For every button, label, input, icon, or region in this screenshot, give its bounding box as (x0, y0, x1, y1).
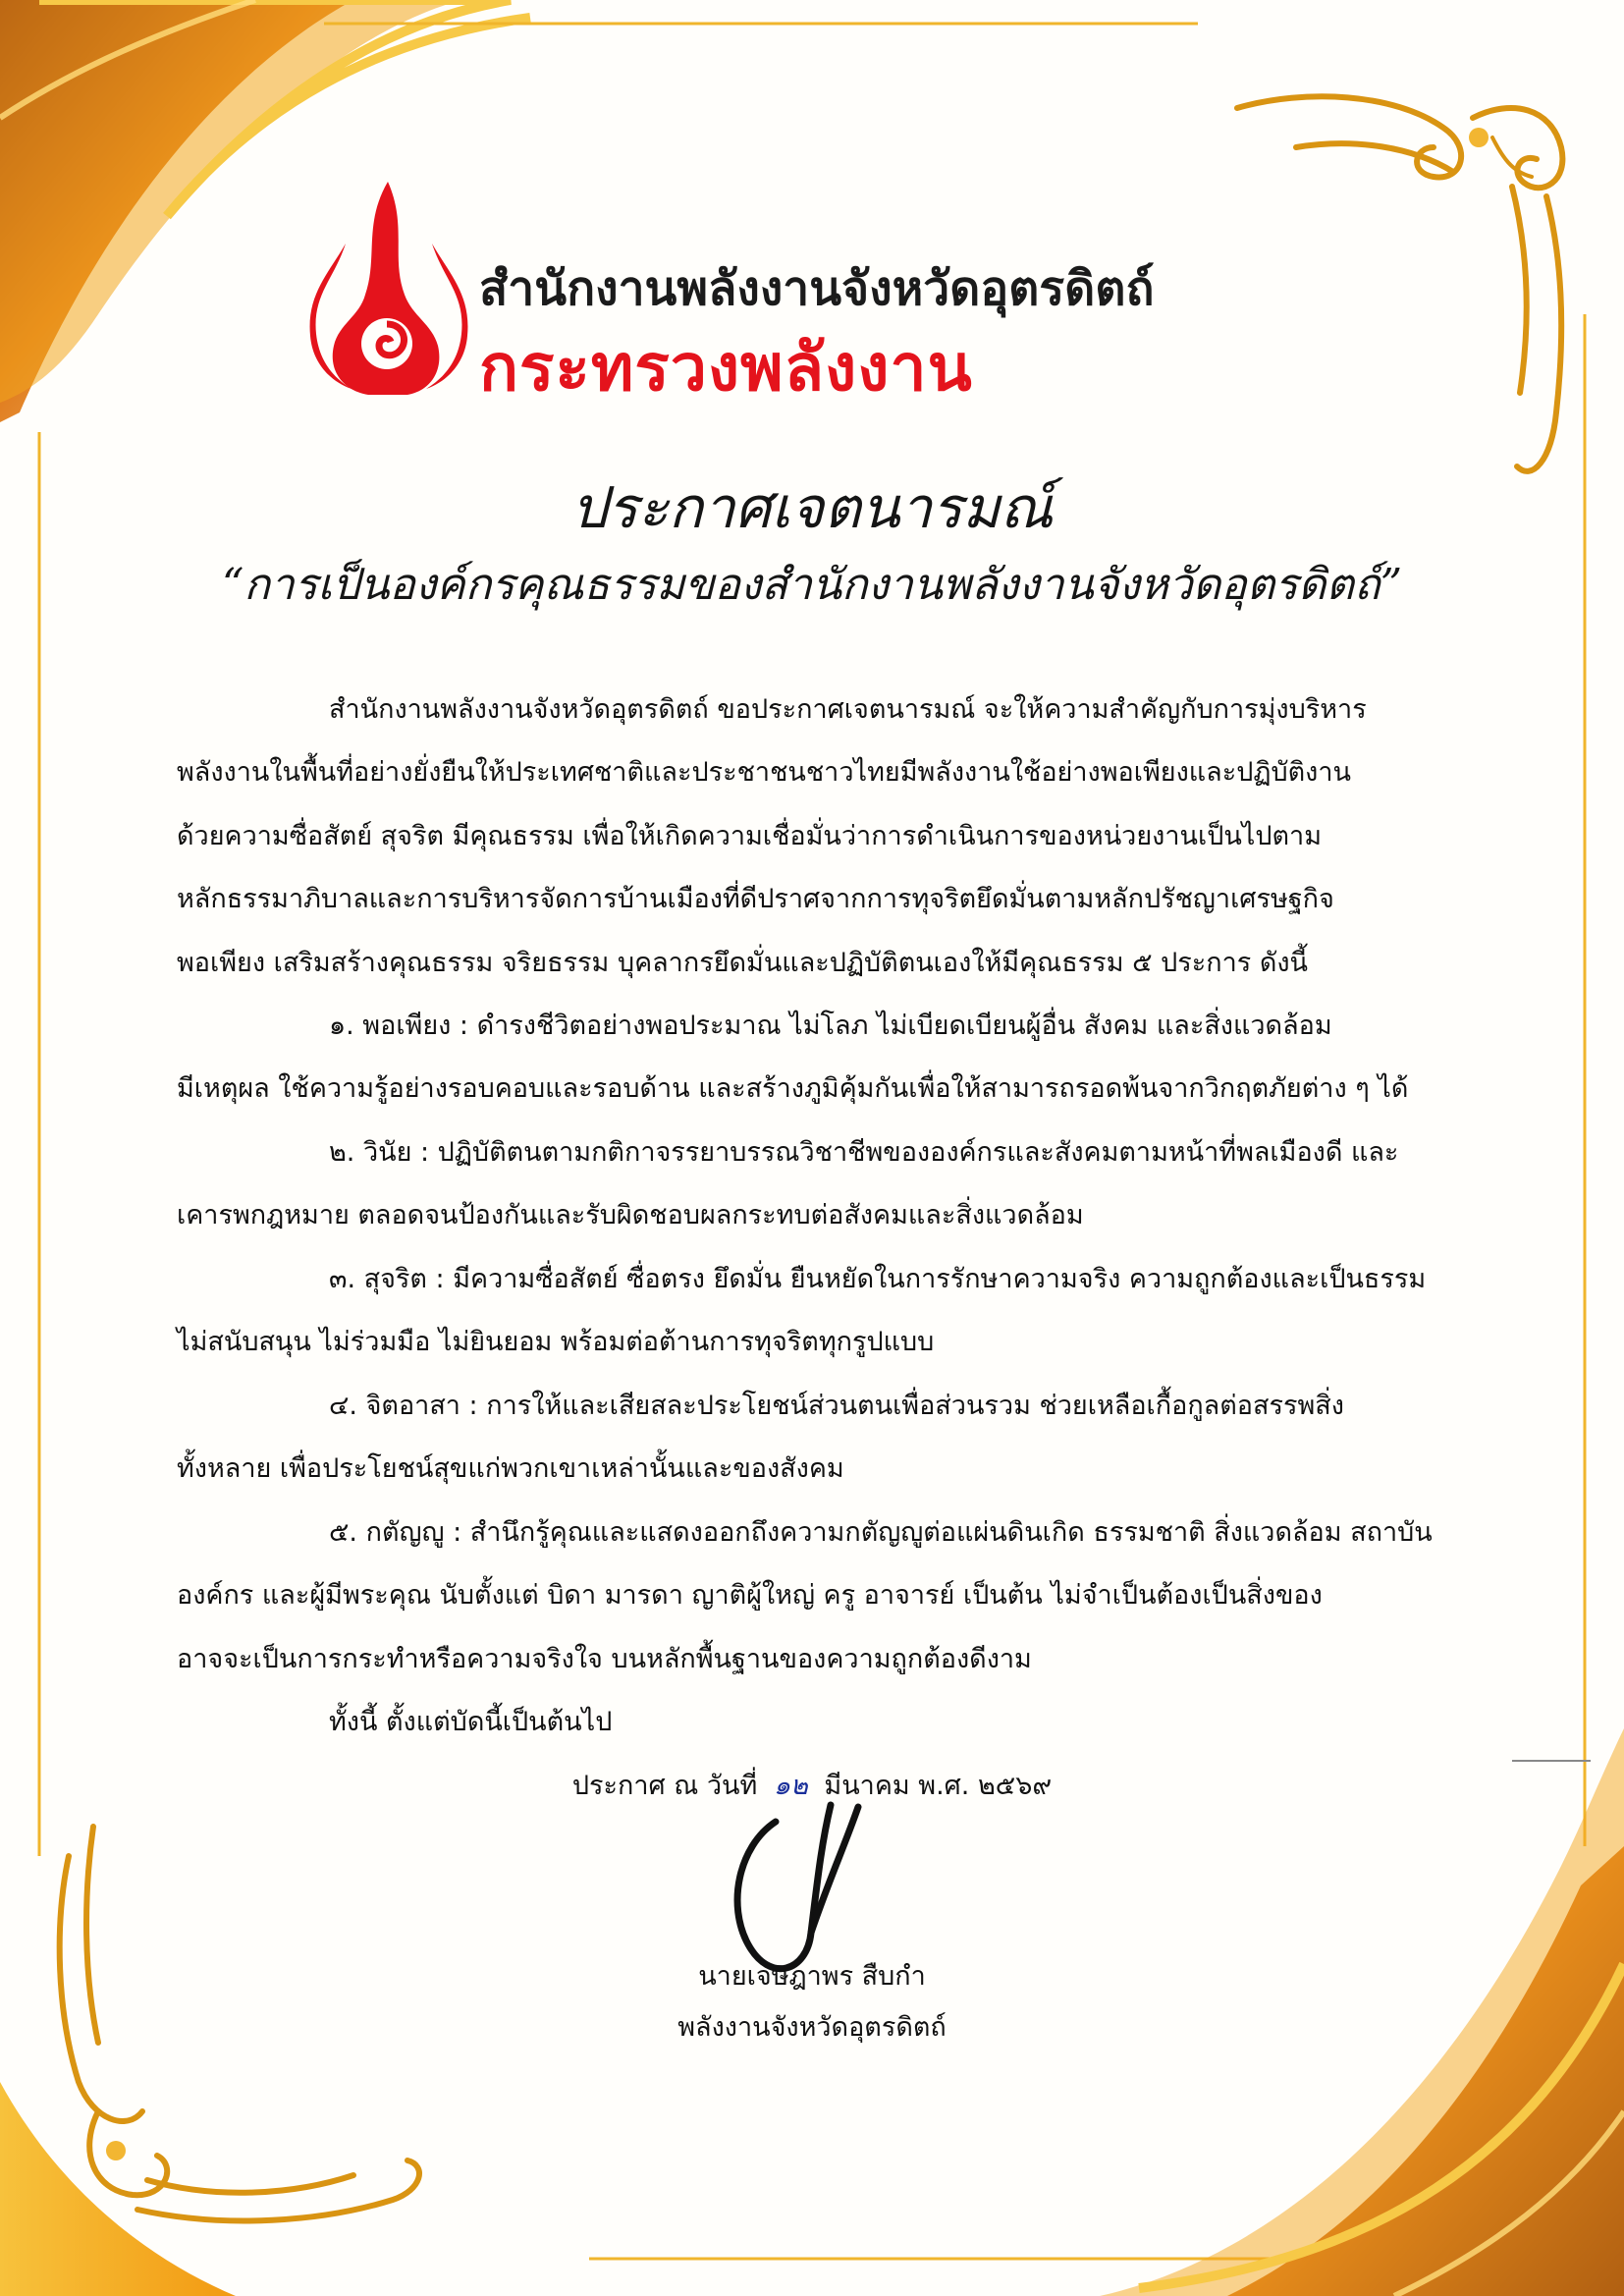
virtue-item-4: ๔. จิตอาสา : การให้และเสียสละประโยชน์ส่วนตนเพื่อส่วนรวม ช่วยเหลือเกื้อกูลต่อสรรพสิ่ง (329, 1391, 1344, 1421)
top-right-scroll-ornament (1237, 96, 1562, 471)
virtue-item-5-cont: อาจจะเป็นการกระทำหรือความจริงใจ บนหลักพื้นฐานของความถูกต้องดีงาม (177, 1644, 1032, 1674)
virtue-item-2-cont: เคารพกฎหมาย ตลอดจนป้องกันและรับผิดชอบผลกระทบต่อสังคมและสิ่งแวดล้อม (177, 1200, 1084, 1230)
virtue-item-3: ๓. สุจริต : มีความซื่อสัตย์ ซื่อตรง ยึดมั่น ยืนหยัดในการรักษาความจริง ความถูกต้องและเป็นธรรม (329, 1264, 1427, 1294)
virtue-item-1: ๑. พอเพียง : ดำรงชีวิตอย่างพอประมาณ ไม่โลภ ไม่เบียดเบียนผู้อื่น สังคม และสิ่งแวดล้อม (329, 1011, 1332, 1041)
signer-name: นายเจษฎาพร สืบกำ (698, 1961, 926, 1992)
intro-line: หลักธรรมาภิบาลและการบริหารจัดการบ้านเมืองที่ดีปราศจากการทุจริตยึดมั่นตามหลักปรัชญาเศรษฐกิจ (177, 884, 1334, 914)
org-name: สำนักงานพลังงานจังหวัดอุตรดิตถ์ (479, 261, 1155, 316)
virtue-item-5: ๕. กตัญญู : สำนึกรู้คุณและแสดงออกถึงความกตัญญูต่อแผ่นดินเกิด ธรรมชาติ สิ่งแวดล้อม สถาบัน (329, 1517, 1433, 1548)
virtue-item-5-cont: องค์กร และผู้มีพระคุณ นับตั้งแต่ บิดา มารดา ญาติผู้ใหญ่ ครู อาจารย์ เป็นต้น ไม่จำเป็นต้องเป็นสิ่งของ (177, 1580, 1323, 1611)
intro-line: พลังงานในพื้นที่อย่างยั่งยืนให้ประเทศชาติและประชาชนชาวไทยมีพลังงานใช้อย่างพอเพียงและปฏิบัติงาน (177, 757, 1351, 788)
virtue-item-2: ๒. วินัย : ปฏิบัติตนตามกติกาจรรยาบรรณวิชาชีพขององค์กรและสังคมตามหน้าที่พลเมืองดี และ (329, 1137, 1399, 1168)
signer-position: พลังงานจังหวัดอุตรดิตถ์ (677, 2012, 947, 2043)
page-title: ประกาศเจตนารมณ์ (570, 474, 1054, 541)
virtue-item-1-cont: มีเหตุผล ใช้ความรู้อย่างรอบคอบและรอบด้าน และสร้างภูมิคุ้มกันเพื่อให้สามารถรอดพ้นจากวิกฤตภัยต่าง ๆ ได้ (177, 1073, 1409, 1104)
intro-line: ด้วยความซื่อสัตย์ สุจริต มีคุณธรรม เพื่อให้เกิดความเชื่อมั่นว่าการดำเนินการของหน่วยงานเป็นไปตาม (177, 821, 1322, 851)
closing-statement: ทั้งนี้ ตั้งแต่บัดนี้เป็นต้นไป (329, 1707, 613, 1737)
page-subtitle: “การเป็นองค์กรคุณธรรมของสำนักงานพลังงานจังหวัดอุตรดิตถ์” (221, 560, 1403, 610)
date-day: ๑๒ (773, 1771, 808, 1801)
date-suffix: มีนาคม พ.ศ. ๒๕๖๙ (824, 1771, 1053, 1801)
signature (737, 1805, 858, 1969)
date-prefix: ประกาศ ณ วันที่ (571, 1771, 758, 1801)
ministry-name: กระทรวงพลังงาน (479, 330, 973, 406)
virtue-item-3-cont: ไม่สนับสนุน ไม่ร่วมมือ ไม่ยินยอม พร้อมต่อต้านการทุจริตทุกรูปแบบ (177, 1327, 935, 1357)
flame-logo-icon (310, 182, 468, 395)
top-left-swoosh-ornament (0, 0, 530, 422)
announcement-date (0, 1764, 1624, 1806)
virtue-item-4-cont: ทั้งหลาย เพื่อประโยชน์สุขแก่พวกเขาเหล่านั้นและของสังคม (177, 1453, 844, 1484)
intro-line: พอเพียง เสริมสร้างคุณธรรม จริยธรรม บุคลากรยึดมั่นและปฏิบัติตนเองให้มีคุณธรรม ๕ ประการ ดังนี้ (177, 948, 1308, 978)
intro-line: สำนักงานพลังงานจังหวัดอุตรดิตถ์ ขอประกาศเจตนารมณ์ จะให้ความสำคัญกับการมุ่งบริหาร (329, 694, 1367, 725)
